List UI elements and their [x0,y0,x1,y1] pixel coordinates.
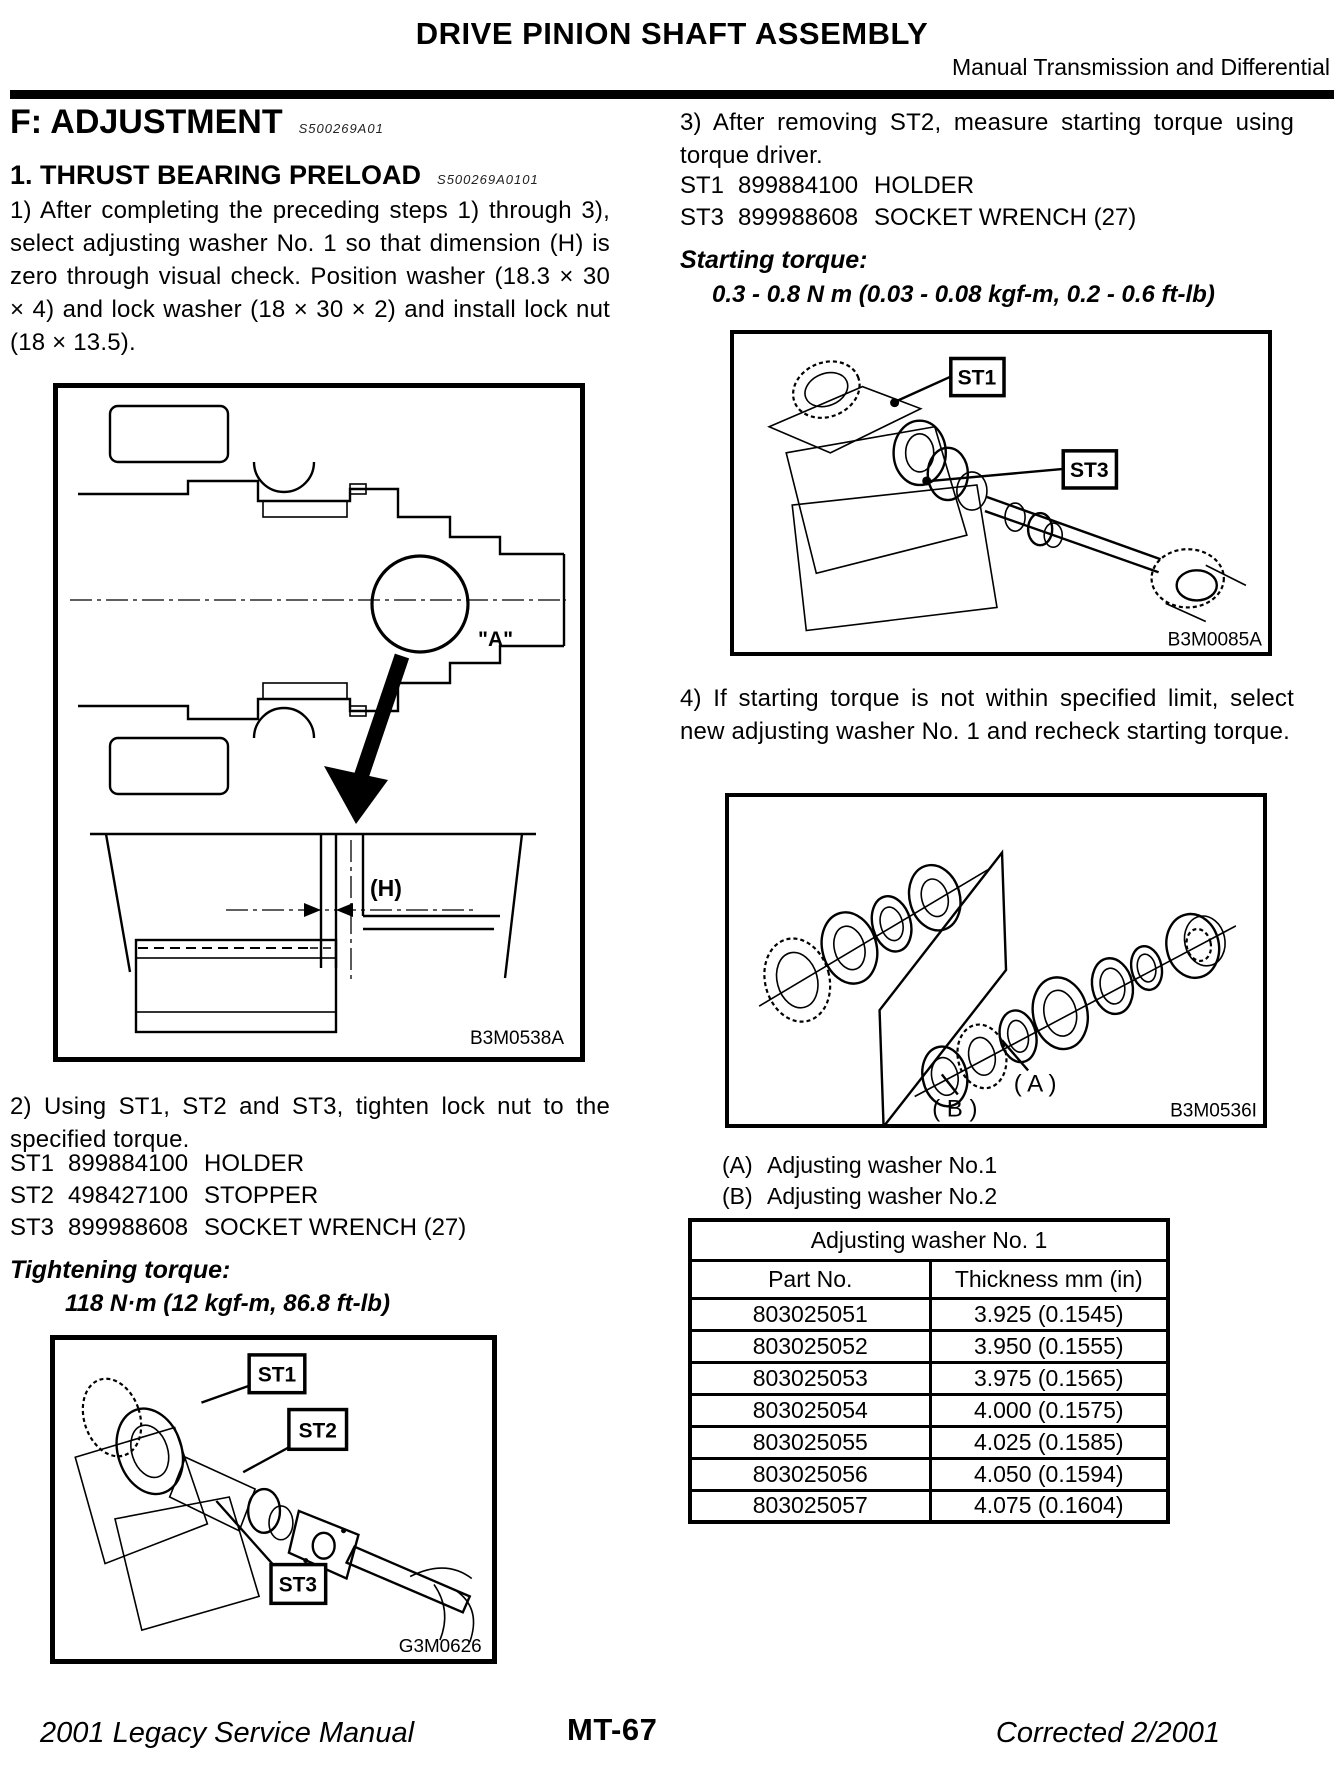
col-header-thickness: Thickness mm (in) [930,1260,1168,1298]
tool-name: HOLDER [874,172,975,199]
table-row [690,1298,1168,1330]
tool-row [680,204,1294,234]
table-row [690,1458,1168,1490]
part-no: 803025051 [690,1298,930,1330]
st3-label: ST3 [278,1573,317,1597]
tool-part: 899988608 [68,1214,189,1241]
tool-part: 498427100 [68,1182,189,1209]
st2-label: ST2 [298,1419,337,1443]
part-no: 803025053 [690,1362,930,1394]
tool-list-right [680,172,1294,236]
table-row [690,1426,1168,1458]
section-heading-text: F: ADJUSTMENT [10,103,283,141]
starting-torque-label: Starting torque: [680,246,868,274]
label-a: ( A ) [1013,1070,1057,1098]
tool-row [10,1150,610,1180]
thickness: 3.950 (0.1555) [930,1330,1168,1362]
washer-table-container [688,1218,1170,1524]
figure-code: B3M0538A [469,1028,564,1049]
st1-label: ST1 [957,366,997,390]
washer-hatch [136,958,336,1012]
detail-circle [372,556,468,652]
starting-torque-drawing [734,334,1268,652]
footer-correction-note: Corrected 2/2001 [995,1717,1220,1749]
tool-st: ST1 [10,1150,55,1177]
cross-section-drawing [58,388,580,1057]
tool-row [680,172,1294,202]
subsection-heading-text: 1. THRUST BEARING PRELOAD [10,160,422,190]
legend-item-a [722,1152,997,1179]
plate [880,853,1006,1124]
tightening-drawing [55,1340,492,1659]
figure-code: B3M0536I [1170,1100,1257,1122]
table-row [690,1330,1168,1362]
st3-label: ST3 [1070,458,1109,482]
thickness: 4.075 (0.1604) [930,1490,1168,1522]
step3-paragraph: 3) After removing ST2, measure starting torque using torque driver. [680,109,1294,169]
figure-cross-section [53,383,585,1062]
legend-key: (A) [722,1152,753,1178]
legend-text: Adjusting washer No.2 [767,1183,998,1209]
tool-st: ST1 [680,172,725,199]
tool-st: ST3 [680,204,725,231]
legend-item-b [722,1183,997,1210]
tool-list-left [10,1150,610,1246]
tool-name: STOPPER [204,1182,319,1209]
tool-st: ST2 [10,1182,55,1209]
thickness: 4.025 (0.1585) [930,1426,1168,1458]
table-row [690,1490,1168,1522]
col-header-part: Part No. [690,1260,930,1298]
tool-name: SOCKET WRENCH (27) [204,1214,467,1241]
starting-torque-value: 0.3 - 0.8 N m (0.03 - 0.08 kgf-m, 0.2 - 0.6 ft-lb) [712,281,1215,308]
tool-part: 899884100 [738,172,859,199]
tool-name: HOLDER [204,1150,305,1177]
page-title: DRIVE PINION SHAFT ASSEMBLY [415,16,929,51]
detail-arrow [360,656,402,780]
thickness: 4.050 (0.1594) [930,1458,1168,1490]
dimension-h-label: (H) [370,875,402,901]
subsection-heading [10,160,539,191]
label-b: ( B ) [932,1095,978,1123]
part-no: 803025054 [690,1394,930,1426]
part-no: 803025056 [690,1458,930,1490]
figure-exploded-view [725,793,1267,1128]
tool-part: 899884100 [68,1150,189,1177]
section-code: S500269A01 [298,121,384,136]
detail-a-label: "A" [478,628,514,651]
tool-row [10,1214,610,1244]
tightening-torque-value: 118 N·m (12 kgf-m, 86.8 ft-lb) [65,1290,390,1317]
section-heading [10,103,384,142]
part-no: 803025052 [690,1330,930,1362]
tool-part: 899988608 [738,204,859,231]
tightening-torque-label: Tightening torque: [10,1256,231,1284]
exploded-view-drawing [729,797,1263,1124]
thickness: 3.975 (0.1565) [930,1362,1168,1394]
thickness: 4.000 (0.1575) [930,1394,1168,1426]
tool-st: ST3 [10,1214,55,1241]
header-rule [10,90,1334,99]
thickness: 3.925 (0.1545) [930,1298,1168,1330]
figure-code: G3M0626 [398,1636,482,1658]
figure-tightening [50,1335,497,1664]
footer-manual-title: 2001 Legacy Service Manual [40,1717,415,1749]
table-row [690,1362,1168,1394]
subsection-code: S500269A0101 [437,172,539,187]
st1-label: ST1 [257,1363,297,1387]
step4-paragraph: 4) If starting torque is not within specified limit, select new adjusting washer No. 1 and recheck starting torque. [680,685,1294,745]
legend-key: (B) [722,1183,753,1209]
table-row [690,1394,1168,1426]
torque-wrench-handle [347,1547,470,1613]
figure-starting-torque [730,330,1272,656]
tool-name: SOCKET WRENCH (27) [874,204,1137,231]
page-subtitle: Manual Transmission and Differential [952,54,1330,80]
footer-page-number: MT-67 [567,1712,658,1747]
part-no: 803025055 [690,1426,930,1458]
step1-paragraph: 1) After completing the preceding steps 1) through 3), select adjusting washer No. 1 so that dimension (H) is zero through visual check. Position washer (18.3 × 30 × 4) and lock washer (18 × 30 × 2) and install lock nut (18 × 13.5). [10,197,610,356]
tool-row [10,1182,610,1212]
step2-paragraph: 2) Using ST1, ST2 and ST3, tighten lock nut to the specified torque. [10,1093,610,1153]
washer-table [688,1218,1170,1524]
part-no: 803025057 [690,1490,930,1522]
legend-text: Adjusting washer No.1 [767,1152,998,1178]
figure-code: B3M0085A [1167,629,1262,651]
table-title: Adjusting washer No. 1 [690,1220,1168,1260]
